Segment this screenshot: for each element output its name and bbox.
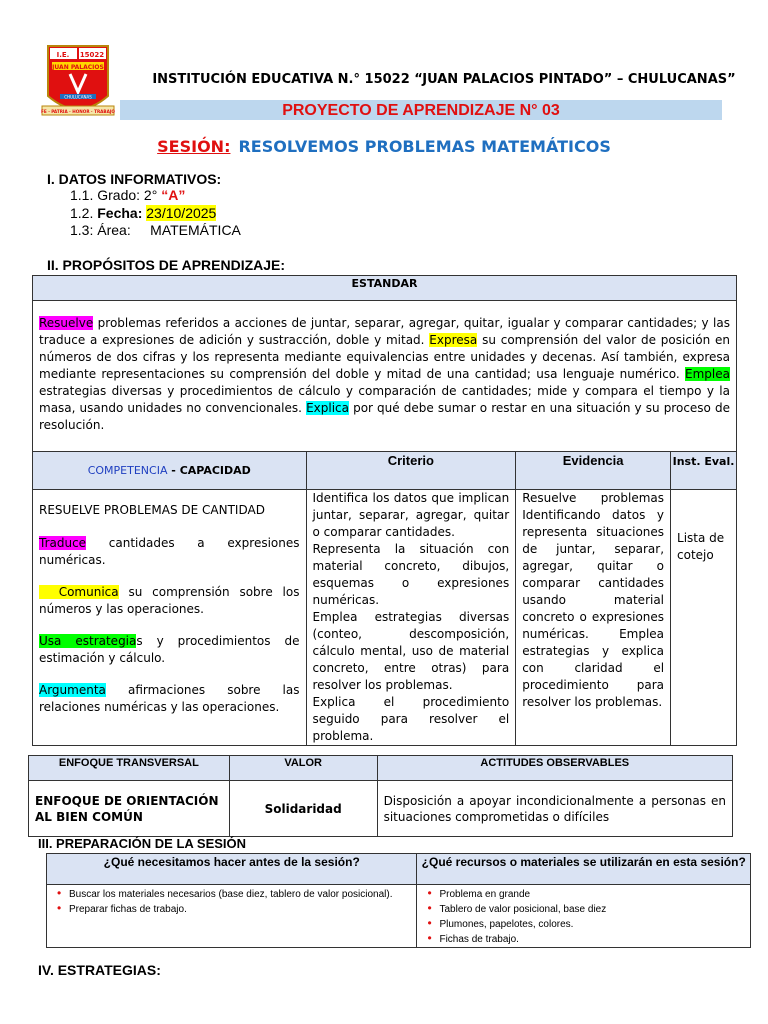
estandar-header: ESTANDAR <box>33 276 737 301</box>
col-enfoque: ENFOQUE TRANSVERSAL <box>29 756 230 781</box>
recursos-cell <box>417 885 751 948</box>
fecha-label: Fecha: <box>97 205 143 221</box>
antes-cell <box>47 885 417 948</box>
evidencia-cell: Resuelve problemas Identificando datos y representa situaciones de juntar, separar, agregar, quitar o comparar cantidades usando material concreto o expresiones numéricas. Emplea estrategias y explica con claridad el procedimiento para resolver los problemas. <box>516 490 671 746</box>
list-item: • Preparar fichas de trabajo. <box>55 902 408 917</box>
logo-text-name: JUAN PALACIOS <box>52 64 104 71</box>
section-datos-heading: I. DATOS INFORMATIVOS: <box>47 171 222 187</box>
criterio-item: Emplea estrategias diversas (conteo, descomposición, cálculo mental, uso de material concreto, entre otras) para resolver los problemas. <box>312 610 510 692</box>
estandar-word-explica: Explica <box>306 401 349 415</box>
logo-text-city: CHULUCANAS <box>64 94 92 100</box>
list-item: • Plumones, papelotes, colores. <box>425 917 742 932</box>
session-title-line <box>0 137 768 156</box>
col-actitudes: ACTITUDES OBSERVABLES <box>377 756 732 781</box>
col-recursos: ¿Qué recursos o materiales se utilizarán en esta sesión? <box>417 854 751 885</box>
criterio-item: Identifica los datos que implican juntar, separar, agregar, quitar o comparar cantidades. <box>312 491 510 539</box>
estandar-word-resuelve: Resuelve <box>39 316 94 330</box>
criterio-item: Explica el procedimiento seguido para resolver el problema. <box>312 695 510 743</box>
estandar-word-emplea: Emplea <box>685 367 730 381</box>
fecha-value: 23/10/2025 <box>146 205 217 221</box>
session-label: SESIÓN: <box>157 137 231 156</box>
list-item: • Fichas de trabajo. <box>425 932 742 947</box>
area-value: MATEMÁTICA <box>150 222 241 238</box>
instrumento-cell: Lista de cotejo <box>671 490 737 746</box>
col-capacidad: - CAPACIDAD <box>167 464 251 477</box>
criterio-item: Representa la situación con material concreto, dibujos, esquemas o expresiones numéricas. <box>312 542 510 607</box>
capacidad-2: Comunica su comprensión sobre los números y las operaciones. <box>39 585 300 616</box>
col-competencia: COMPETENCIA <box>87 464 168 477</box>
col-valor: VALOR <box>229 756 377 781</box>
grado-label: 1.1. Grado: 2° <box>70 187 158 203</box>
preparacion-table <box>46 853 751 948</box>
institution-name: INSTITUCIÓN EDUCATIVA N.° 15022 “JUAN PALACIOS PINTADO” – CHULUCANAS” <box>152 72 736 87</box>
estandar-text: Resuelve problemas referidos a acciones de juntar, separar, agregar, quitar, igualar y comparar cantidades; y las traduce a expresiones de adición y sustracción, doble y mitad. Expresa su comprensión del valor de posición en números de dos cifras y los representa mediante equivalencias entre unidades y decenas. Así también, expresa mediante representaciones su comprensión del doble y mitad de una cantidad; usa lenguaje numérico. Emplea estrategias diversas y procedimientos de cálculo y comparación de cantidades; mide y compara el tiempo y la masa, usando unidades no convencionales. Explica por qué debe sumar o restar en una situación y su proceso de resolución. <box>33 301 737 452</box>
enfoque-name: ENFOQUE DE ORIENTACIÓN AL BIEN COMÚN <box>29 781 230 837</box>
list-item: • Tablero de valor posicional, base diez <box>425 902 742 917</box>
capacidad-1: Traduce cantidades a expresiones numéricas. <box>39 536 300 567</box>
enfoque-table <box>28 755 733 837</box>
competencia-cell <box>33 490 307 746</box>
capacidad-4: Argumenta afirmaciones sobre las relaciones numéricas y las operaciones. <box>39 683 300 714</box>
school-logo <box>40 44 116 122</box>
criterio-cell <box>306 490 516 746</box>
capacidad-3: Usa estrategias y procedimientos de estimación y cálculo. <box>39 634 300 665</box>
logo-text-number: 15022 <box>79 51 105 59</box>
project-title: PROYECTO DE APRENDIZAJE N° 03 <box>120 100 722 120</box>
area-line <box>70 222 241 238</box>
area-label: 1.3: Área: <box>70 222 131 238</box>
col-competencia-capacidad <box>33 452 307 490</box>
grado-line <box>70 187 185 203</box>
grado-section: “A” <box>161 187 186 203</box>
list-item: • Buscar los materiales necesarios (base diez, tablero de valor posicional). <box>55 887 408 902</box>
section-preparacion-heading: III. PREPARACIÓN DE LA SESIÓN <box>38 836 247 851</box>
session-title: RESOLVEMOS PROBLEMAS MATEMÁTICOS <box>238 137 611 156</box>
enfoque-actitud: Disposición a apoyar incondicionalmente a personas en situaciones comprometidas o difíciles <box>377 781 732 837</box>
col-criterio: Criterio <box>306 452 516 490</box>
estandar-word-expresa: Expresa <box>429 333 478 347</box>
propositos-table <box>32 275 737 746</box>
section-propositos-heading: II. PROPÓSITOS DE APRENDIZAJE: <box>47 257 286 273</box>
fecha-num: 1.2. <box>70 205 94 221</box>
col-antes: ¿Qué necesitamos hacer antes de la sesión? <box>47 854 417 885</box>
logo-text-ie: I.E. <box>56 51 70 59</box>
section-estrategias-heading: IV. ESTRATEGIAS: <box>38 962 161 978</box>
competencia-name: RESUELVE PROBLEMAS DE CANTIDAD <box>39 503 265 517</box>
logo-text-motto: FE · PATRIA · HONOR · TRABAJO <box>41 109 115 114</box>
fecha-line <box>70 205 216 221</box>
col-evidencia: Evidencia <box>516 452 671 490</box>
enfoque-valor: Solidaridad <box>229 781 377 837</box>
list-item: • Problema en grande <box>425 887 742 902</box>
col-inst-eval: Inst. Eval. <box>671 452 737 490</box>
